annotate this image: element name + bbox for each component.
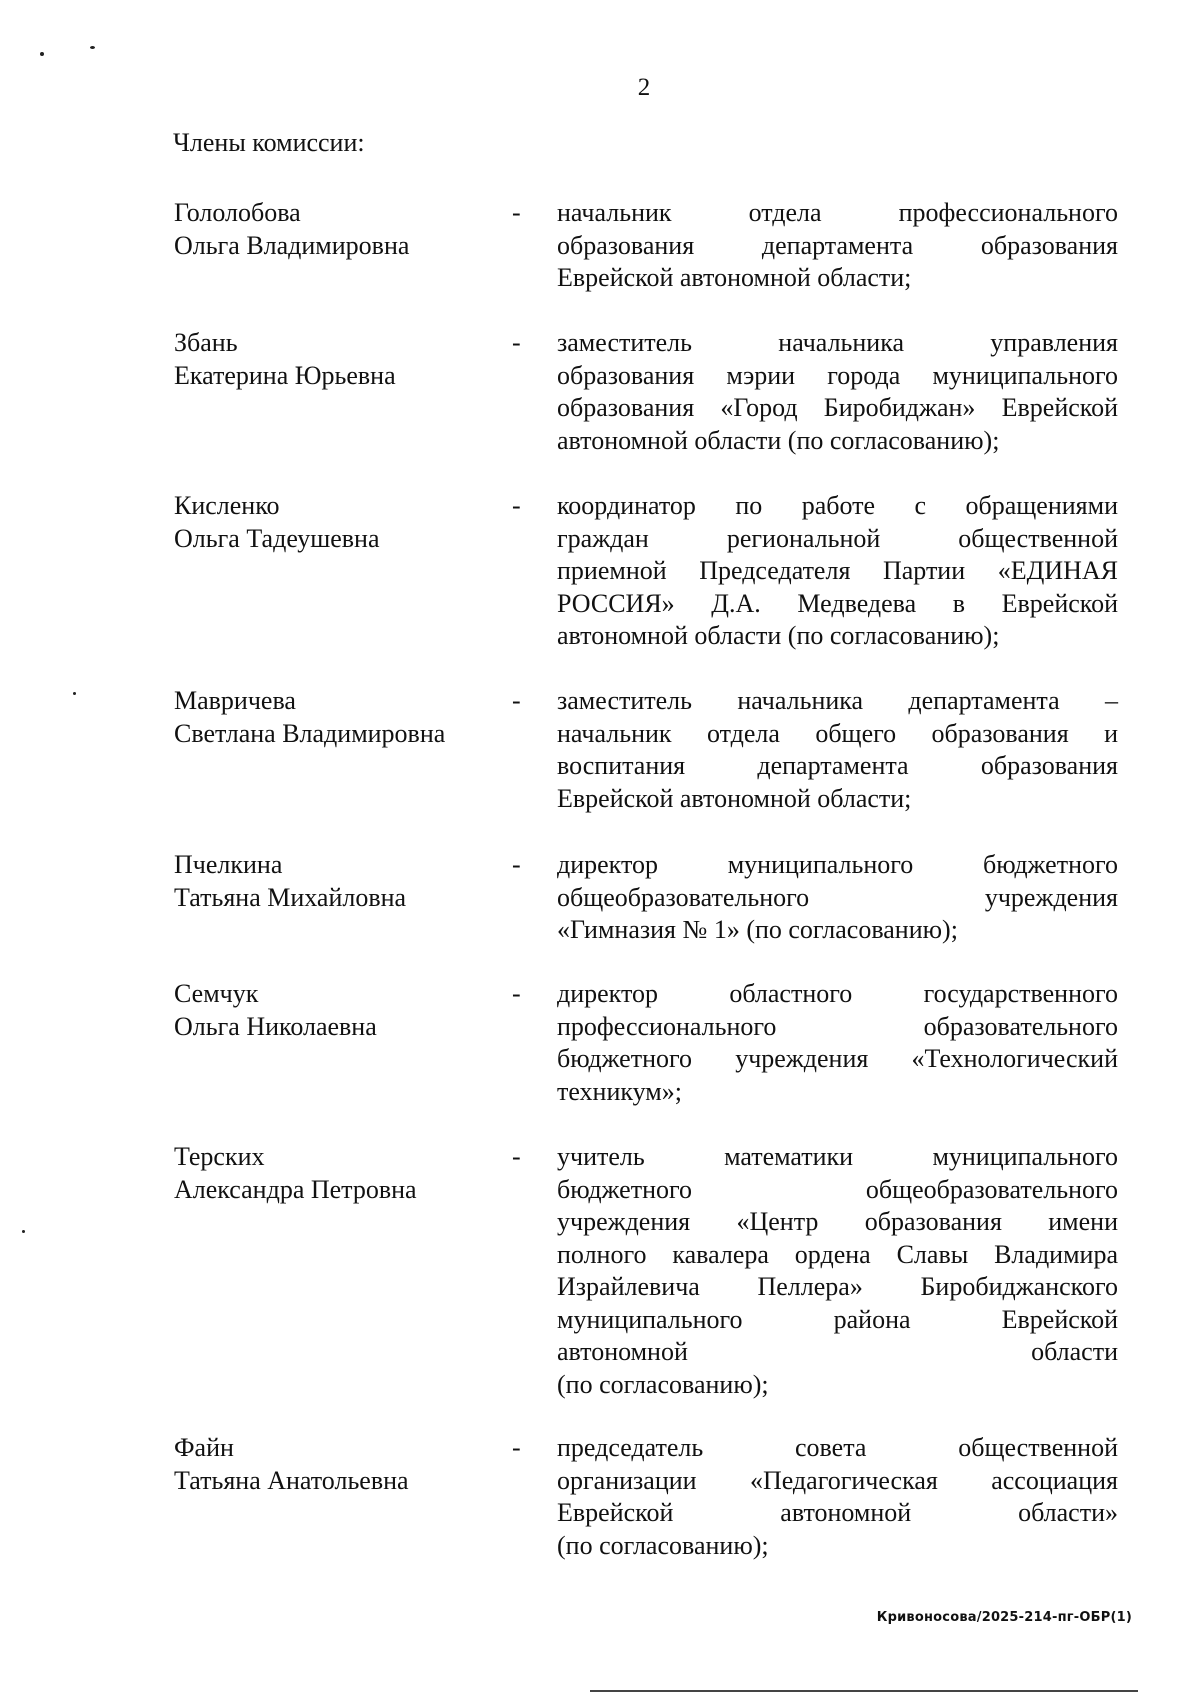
- member-name: [174, 1432, 504, 1497]
- scan-speck: [22, 1230, 25, 1233]
- member-description: [557, 1141, 1118, 1401]
- member-given-names: Светлана Владимировна: [174, 718, 446, 748]
- description-line: учреждения «Центр образования имени: [557, 1207, 1118, 1236]
- member-name: [174, 978, 504, 1043]
- member-surname: Пчелкина: [174, 850, 283, 879]
- description-line: Еврейской автономной области;: [557, 783, 912, 813]
- member-name: [174, 1141, 504, 1206]
- description-line: бюджетного общеобразовательного: [557, 1174, 1118, 1204]
- member-given-names: Ольга Владимировна: [174, 230, 410, 260]
- scan-speck: [40, 52, 44, 56]
- scan-speck: [73, 692, 76, 695]
- member-surname: Мавричева: [174, 686, 296, 715]
- section-heading: Члены комиссии:: [173, 128, 365, 157]
- separator-dash: -: [512, 198, 521, 227]
- member-name: [174, 849, 504, 914]
- member-description: [557, 197, 1118, 295]
- member-name: [174, 327, 504, 392]
- member-given-names: Ольга Тадеушевна: [174, 523, 380, 553]
- separator-dash: -: [512, 850, 521, 879]
- member-description: [557, 327, 1118, 457]
- member-given-names: Александра Петровна: [174, 1174, 417, 1204]
- description-line: образования департамента образования: [557, 230, 1118, 260]
- member-surname: Семчук: [174, 979, 259, 1008]
- separator-dash: -: [512, 1142, 521, 1171]
- description-line: приемной Председателя Партии «ЕДИНАЯ: [557, 556, 1118, 585]
- description-line: начальник отдела профессионального: [557, 198, 1118, 227]
- page-number: 2: [637, 74, 651, 101]
- description-line: общеобразовательного учреждения: [557, 882, 1118, 912]
- description-line: граждан региональной общественной: [557, 523, 1118, 553]
- separator-dash: -: [512, 1433, 521, 1462]
- member-name: [174, 197, 504, 262]
- separator-dash: -: [512, 491, 521, 520]
- description-line: воспитания департамента образования: [557, 751, 1118, 780]
- member-given-names: Екатерина Юрьевна: [174, 360, 396, 390]
- description-line: РОССИЯ» Д.А. Медведева в Еврейской: [557, 588, 1118, 618]
- member-given-names: Ольга Николаевна: [174, 1011, 377, 1041]
- separator-dash: -: [512, 328, 521, 357]
- description-line: (по согласованию);: [557, 1369, 769, 1399]
- member-name: [174, 490, 504, 555]
- member-description: [557, 849, 1118, 947]
- scan-edge-line: [590, 1690, 1138, 1692]
- description-line: председатель совета общественной: [557, 1433, 1118, 1462]
- member-name: [174, 685, 504, 750]
- description-line: директор муниципального бюджетного: [557, 850, 1118, 879]
- description-line: муниципального района Еврейской: [557, 1304, 1118, 1334]
- description-line: бюджетного учреждения «Технологический: [557, 1044, 1118, 1073]
- description-line: техникум»;: [557, 1076, 682, 1106]
- description-line: (по согласованию);: [557, 1530, 769, 1560]
- separator-dash: -: [512, 979, 521, 1008]
- description-line: учитель математики муниципального: [557, 1142, 1118, 1171]
- member-surname: Кисленко: [174, 491, 280, 520]
- member-description: [557, 490, 1118, 653]
- member-surname: Збань: [174, 328, 238, 357]
- description-line: образования «Город Биробиджан» Еврейской: [557, 393, 1118, 422]
- description-line: образования мэрии города муниципального: [557, 360, 1118, 390]
- member-surname: Гололобова: [174, 198, 301, 227]
- member-surname: Терских: [174, 1142, 265, 1171]
- member-given-names: Татьяна Анатольевна: [174, 1465, 409, 1495]
- description-line: координатор по работе с обращениями: [557, 491, 1118, 520]
- description-line: Еврейской автономной области»: [557, 1498, 1118, 1527]
- footer-reference: Кривоносова/2025-214-пг-ОБР(1): [876, 1610, 1132, 1625]
- member-given-names: Татьяна Михайловна: [174, 882, 407, 912]
- description-line: автономной области (по согласованию);: [557, 621, 1000, 650]
- description-line: «Гимназия № 1» (по согласованию);: [557, 915, 958, 944]
- separator-dash: -: [512, 686, 521, 715]
- description-line: автономной области: [557, 1337, 1118, 1366]
- member-description: [557, 685, 1118, 815]
- scan-speck: [90, 46, 95, 49]
- description-line: полного кавалера ордена Славы Владимира: [557, 1239, 1118, 1269]
- member-description: [557, 978, 1118, 1108]
- description-line: заместитель начальника управления: [557, 328, 1118, 357]
- description-line: директор областного государственного: [557, 979, 1118, 1008]
- description-line: автономной области (по согласованию);: [557, 425, 1000, 455]
- description-line: организации «Педагогическая ассоциация: [557, 1465, 1118, 1495]
- member-description: [557, 1432, 1118, 1562]
- description-line: профессионального образовательного: [557, 1011, 1118, 1041]
- description-line: Израйлевича Пеллера» Биробиджанского: [557, 1272, 1118, 1301]
- description-line: начальник отдела общего образования и: [557, 718, 1118, 748]
- description-line: заместитель начальника департамента –: [557, 686, 1118, 715]
- description-line: Еврейской автономной области;: [557, 263, 912, 292]
- member-surname: Файн: [174, 1433, 234, 1462]
